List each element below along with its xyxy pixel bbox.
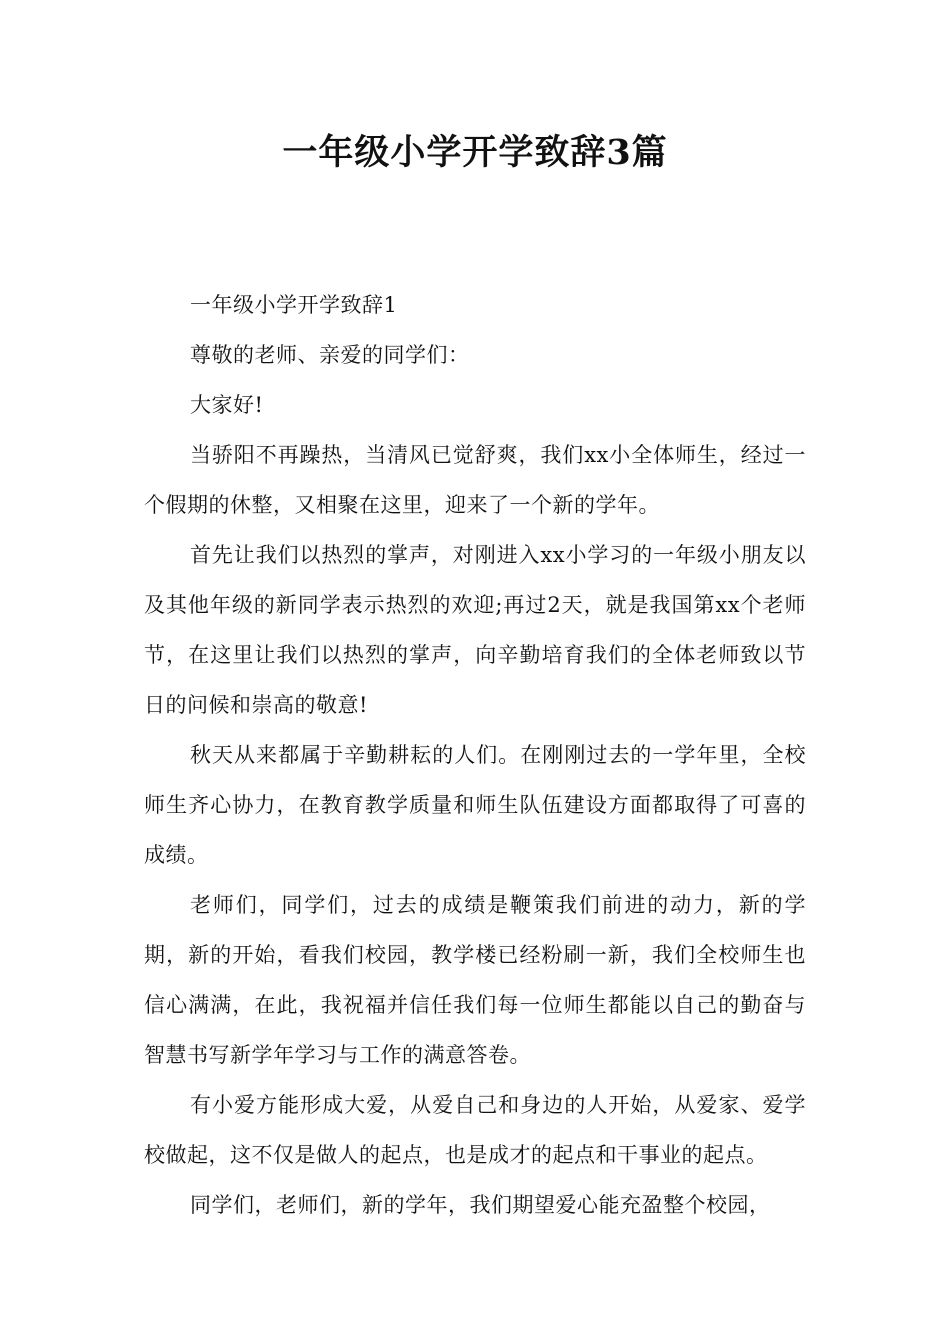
document-title: 一年级小学开学致辞3篇 [282, 132, 668, 173]
salutation: 尊敬的老师、亲爱的同学们： [190, 343, 470, 367]
document-body [144, 280, 806, 1230]
paragraph: 老师们，同学们，过去的成绩是鞭策我们前进的动力，新的学期，新的开始，看我们校园，教学楼已经粉刷一新，我们全校师生也信心满满，在此，我祝福并信任我们每一位师生都能以自己的勤奋与智慧书写新学年学习与工作的满意答卷。 [144, 893, 806, 1067]
paragraph: 有小爱方能形成大爱，从爱自己和身边的人开始，从爱家、爱学校做起，这不仅是做人的起点，也是成才的起点和干事业的起点。 [144, 1093, 806, 1167]
section-heading: 一年级小学开学致辞1 [190, 293, 398, 317]
paragraph: 首先让我们以热烈的掌声，对刚进入xx小学习的一年级小朋友以及其他年级的新同学表示热烈的欢迎;再过2天，就是我国第xx个老师节，在这里让我们以热烈的掌声，向辛勤培育我们的全体老师致以节日的问候和崇高的敬意! [144, 543, 806, 717]
paragraph: 秋天从来都属于辛勤耕耘的人们。在刚刚过去的一学年里，全校师生齐心协力，在教育教学质量和师生队伍建设方面都取得了可喜的成绩。 [144, 743, 806, 867]
paragraph: 同学们，老师们，新的学年，我们期望爱心能充盈整个校园， [190, 1193, 771, 1217]
greeting: 大家好! [190, 393, 264, 417]
paragraph: 当骄阳不再躁热，当清风已觉舒爽，我们xx小全体师生，经过一个假期的休整，又相聚在这里，迎来了一个新的学年。 [144, 443, 806, 517]
